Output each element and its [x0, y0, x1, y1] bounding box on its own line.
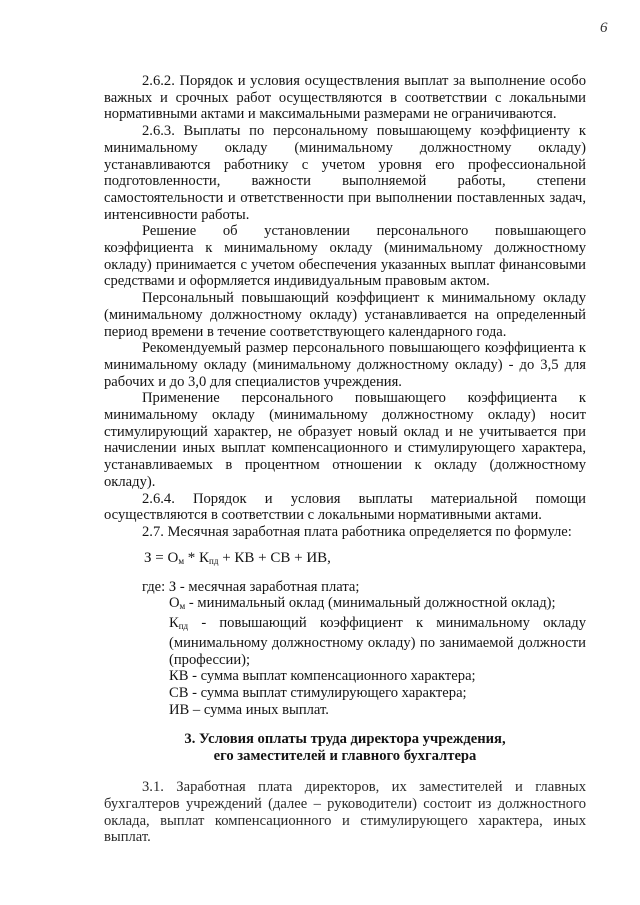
- formula-kpd-subscript: пд: [209, 555, 219, 566]
- paragraph-2-6-2: 2.6.2. Порядок и условия осуществления выплат за выполнение особо важных и срочных работ осуществляются в соответствии с локальными нормативными актами и максимальными размерами не ограничиваются.: [104, 73, 586, 123]
- legend-om-subscript: м: [179, 601, 186, 612]
- formula-rest: + КВ + СВ + ИВ,: [218, 549, 331, 566]
- formula-om-subscript: м: [178, 555, 185, 566]
- legend-kv: КВ - сумма выплат компенсационного характера;: [169, 668, 476, 685]
- legend-om: [169, 595, 586, 615]
- paragraph-decision: Решение об установлении персонального повышающего коэффициента к минимальному окладу (минимальному должностному окладу) принимается с учетом обеспечения указанных выплат финансовыми средствами и оформляется индивидуальным правовым актом.: [104, 223, 586, 290]
- paragraph-3-1: 3.1. Заработная плата директоров, их заместителей и главных бухгалтеров учреждений (далее – руководители) состоит из должностного оклада, выплат компенсационного и стимулирующего характера, иных выплат.: [104, 779, 586, 846]
- section-3-heading: [104, 731, 586, 765]
- paragraph-recommended-size: Рекомендуемый размер персонального повышающего коэффициента к минимальному окладу (минимальному должностному окладу) - до 3,5 для рабочих и до 3,0 для специалистов учреждения.: [104, 340, 586, 390]
- legend-om-text: - минимальный оклад (минимальный должностной оклад);: [185, 595, 556, 612]
- document-body: [104, 73, 586, 846]
- formula-mult: * К: [184, 549, 210, 566]
- section-3-heading-line-1: 3. Условия оплаты труда директора учреждения,: [184, 731, 506, 748]
- paragraph-application: Применение персонального повышающего коэффициента к минимальному окладу (минимальному должностному окладу) носит стимулирующий характер, не образует новый оклад и не учитывается при начислении иных выплат компенсационного и стимулирующего характера, устанавливаемых в процентном отношении к окладу (должностному окладу).: [104, 390, 586, 490]
- formula-legend: [104, 579, 586, 719]
- legend-om-symbol: О: [169, 595, 180, 612]
- legend-kpd: [169, 615, 586, 668]
- paragraph-2-6-3: 2.6.3. Выплаты по персональному повышающему коэффициенту к минимальному окладу (минимальному должностному окладу) устанавливаются работнику с учетом уровня его профессиональной подготовленности, важности выполняемой работы, степени самостоятельности и ответственности при выполнении поставленных задач, интенсивности работы.: [104, 123, 586, 223]
- legend-where: где: З - месячная заработная плата;: [142, 578, 360, 595]
- section-3-heading-line-2: его заместителей и главного бухгалтера: [213, 748, 477, 765]
- legend-kpd-text: - повышающий коэффициент к минимальному окладу (минимальному должностному окладу) по занимаемой должности (профессии);: [169, 615, 586, 668]
- formula-lhs: З = О: [144, 549, 179, 566]
- legend-iv: ИВ – сумма иных выплат.: [169, 701, 329, 718]
- legend-kpd-symbol: К: [169, 615, 179, 632]
- legend-sv: СВ - сумма выплат стимулирующего характера;: [169, 684, 467, 701]
- paragraph-period: Персональный повышающий коэффициент к минимальному окладу (минимальному должностному окладу) устанавливается на определенный период времени в течение соответствующего календарного года.: [104, 290, 586, 340]
- paragraph-2-7: 2.7. Месячная заработная плата работника определяется по формуле:: [142, 523, 572, 540]
- page-number: 6: [600, 20, 608, 36]
- paragraph-2-6-4: 2.6.4. Порядок и условия выплаты материальной помощи осуществляются в соответствии с локальными нормативными актами.: [104, 490, 586, 524]
- salary-formula: [144, 549, 586, 570]
- legend-kpd-subscript: пд: [178, 621, 189, 632]
